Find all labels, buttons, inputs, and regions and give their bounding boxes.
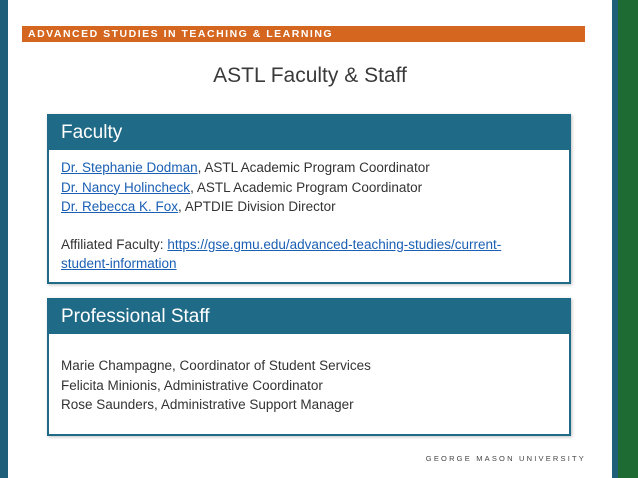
spacer — [61, 217, 557, 235]
faculty-body — [49, 150, 569, 274]
slide-title: ASTL Faculty & Staff — [213, 64, 407, 87]
right-accent-bar-green — [618, 0, 638, 478]
faculty-member-row — [61, 178, 557, 198]
faculty-member-role: , APTDIE Division Director — [178, 199, 336, 214]
faculty-member-role: , ASTL Academic Program Coordinator — [190, 179, 423, 195]
affiliated-faculty-link-continued[interactable]: student-information — [61, 256, 177, 271]
faculty-heading: Faculty — [49, 116, 569, 150]
staff-member: Marie Champagne, Coordinator of Student Services — [61, 358, 371, 373]
affiliated-faculty-row-continued — [61, 254, 557, 274]
program-header-band: ADVANCED STUDIES IN TEACHING & LEARNING — [22, 26, 585, 42]
faculty-member-link[interactable]: Dr. Stephanie Dodman — [61, 160, 198, 175]
faculty-member-link[interactable]: Dr. Nancy Holincheck — [61, 179, 191, 195]
staff-box — [47, 298, 571, 436]
affiliated-faculty-label: Affiliated Faculty: — [61, 236, 168, 252]
faculty-member-row — [61, 197, 557, 217]
staff-member: Felicita Minionis, Administrative Coordinator — [61, 377, 323, 393]
faculty-member-link[interactable]: Dr. Rebecca K. Fox — [61, 199, 179, 214]
staff-body — [49, 334, 569, 415]
staff-heading: Professional Staff — [49, 300, 569, 334]
faculty-member-role: , ASTL Academic Program Coordinator — [197, 160, 430, 175]
faculty-member-row — [61, 158, 557, 178]
faculty-box — [47, 114, 571, 284]
affiliated-faculty-row — [61, 235, 557, 255]
left-accent-bar — [0, 0, 8, 478]
affiliated-faculty-link[interactable]: https://gse.gmu.edu/advanced-teaching-studies/current- — [167, 236, 502, 252]
university-footer: GEORGE MASON UNIVERSITY — [425, 454, 586, 463]
staff-member: Rose Saunders, Administrative Support Manager — [61, 397, 354, 412]
